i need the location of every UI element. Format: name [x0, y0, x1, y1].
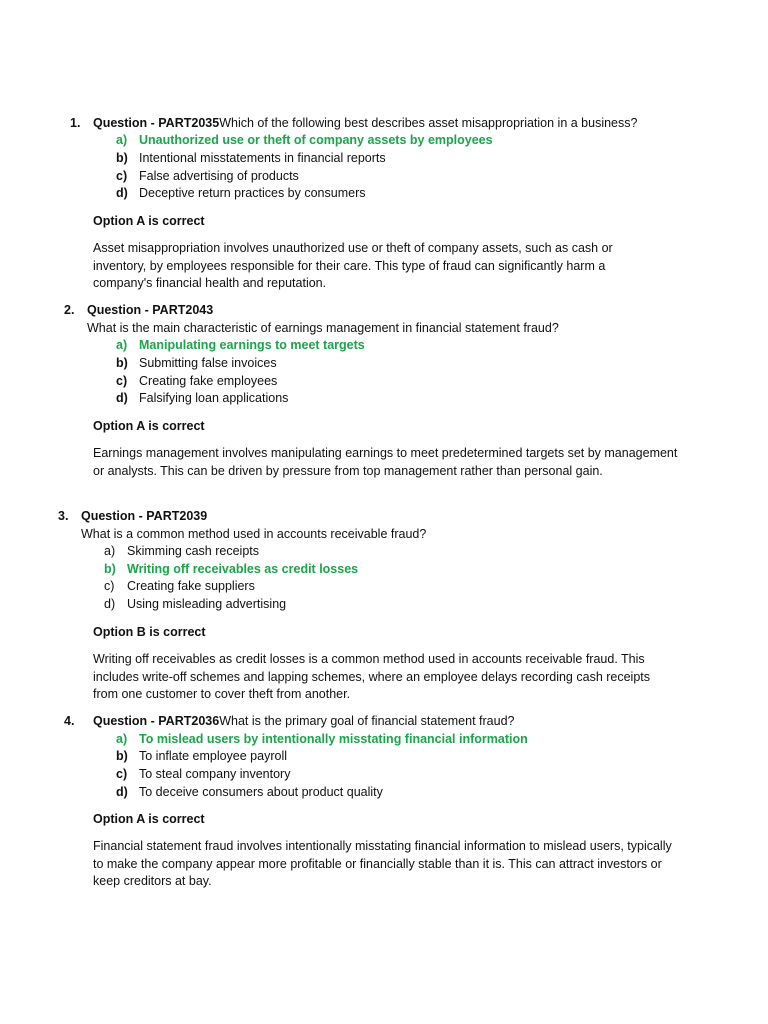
- explanation: Writing off receivables as credit losses is a common method used in accounts receivable fraud. This includes write-off schemes and lapping schemes, where an employee delays recording cash receipts from one customer to cover theft from another.: [93, 652, 651, 702]
- option-text: Falsifying loan applications: [139, 391, 289, 405]
- explanation: Financial statement fraud involves intentionally misstating financial information to mislead users, typically to make the company appear more profitable or financially stable than it is. This can attract investors or keep creditors at bay.: [93, 839, 672, 889]
- option-letter: d): [116, 785, 128, 799]
- option-text-correct: Unauthorized use or theft of company assets by employees: [139, 133, 493, 147]
- option-letter: c): [104, 579, 115, 593]
- option-text: Intentional misstatements in financial reports: [139, 151, 386, 165]
- answer-label: Option B is correct: [93, 625, 206, 639]
- option-letter: a): [116, 133, 128, 147]
- explanation: Earnings management involves manipulating earnings to meet predetermined targets set by management or analysts. This can be driven by pressure from top management rather than personal gain.: [93, 446, 678, 478]
- option-text: Submitting false invoices: [139, 356, 277, 370]
- option-letter: d): [116, 391, 128, 405]
- option-letter: c): [116, 374, 128, 388]
- question-number: 2.: [64, 303, 75, 317]
- question-text: What is the main characteristic of earnings management in financial statement fraud?: [87, 321, 559, 335]
- question-number: 4.: [64, 714, 75, 728]
- option-text: Creating fake employees: [139, 374, 278, 388]
- option-text-correct: Manipulating earnings to meet targets: [139, 338, 365, 352]
- option-text: To steal company inventory: [139, 767, 291, 781]
- question-number: 3.: [58, 509, 69, 523]
- question-text: Which of the following best describes asset misappropriation in a business?: [219, 116, 638, 130]
- option-text: False advertising of products: [139, 169, 299, 183]
- option-text: Deceptive return practices by consumers: [139, 186, 366, 200]
- answer-label: Option A is correct: [93, 812, 205, 826]
- option-text: To deceive consumers about product quality: [139, 785, 383, 799]
- question-heading: Question - PART2035: [93, 116, 220, 130]
- question-heading: Question - PART2043: [87, 303, 214, 317]
- option-letter: d): [116, 186, 128, 200]
- option-text: To inflate employee payroll: [139, 749, 287, 763]
- question-heading: Question - PART2036: [93, 714, 220, 728]
- option-text-correct: Writing off receivables as credit losses: [127, 562, 359, 576]
- question-text: What is a common method used in accounts receivable fraud?: [81, 527, 427, 541]
- option-letter: c): [116, 767, 128, 781]
- option-text: Creating fake suppliers: [127, 579, 255, 593]
- question-heading: Question - PART2039: [81, 509, 208, 523]
- option-letter: b): [116, 151, 128, 165]
- option-letter: b): [116, 356, 128, 370]
- option-letter: b): [116, 749, 128, 763]
- option-letter: a): [116, 732, 128, 746]
- answer-label: Option A is correct: [93, 419, 205, 433]
- option-letter: a): [116, 338, 128, 352]
- question-line: [93, 713, 514, 730]
- option-letter: a): [104, 544, 116, 558]
- option-letter: c): [116, 169, 128, 183]
- option-letter: d): [104, 597, 116, 611]
- option-text: Using misleading advertising: [127, 597, 287, 611]
- question-number: 1.: [70, 116, 81, 130]
- option-text: Skimming cash receipts: [127, 544, 259, 558]
- explanation: Asset misappropriation involves unauthorized use or theft of company assets, such as cash or inventory, by employees responsible for their care. This type of fraud can significantly harm a company's financial health and reputation.: [93, 241, 613, 291]
- answer-label: Option A is correct: [93, 214, 205, 228]
- question-line: [93, 115, 637, 132]
- option-letter: b): [104, 562, 116, 576]
- question-text: What is the primary goal of financial statement fraud?: [219, 714, 515, 728]
- option-text-correct: To mislead users by intentionally misstating financial information: [139, 732, 528, 746]
